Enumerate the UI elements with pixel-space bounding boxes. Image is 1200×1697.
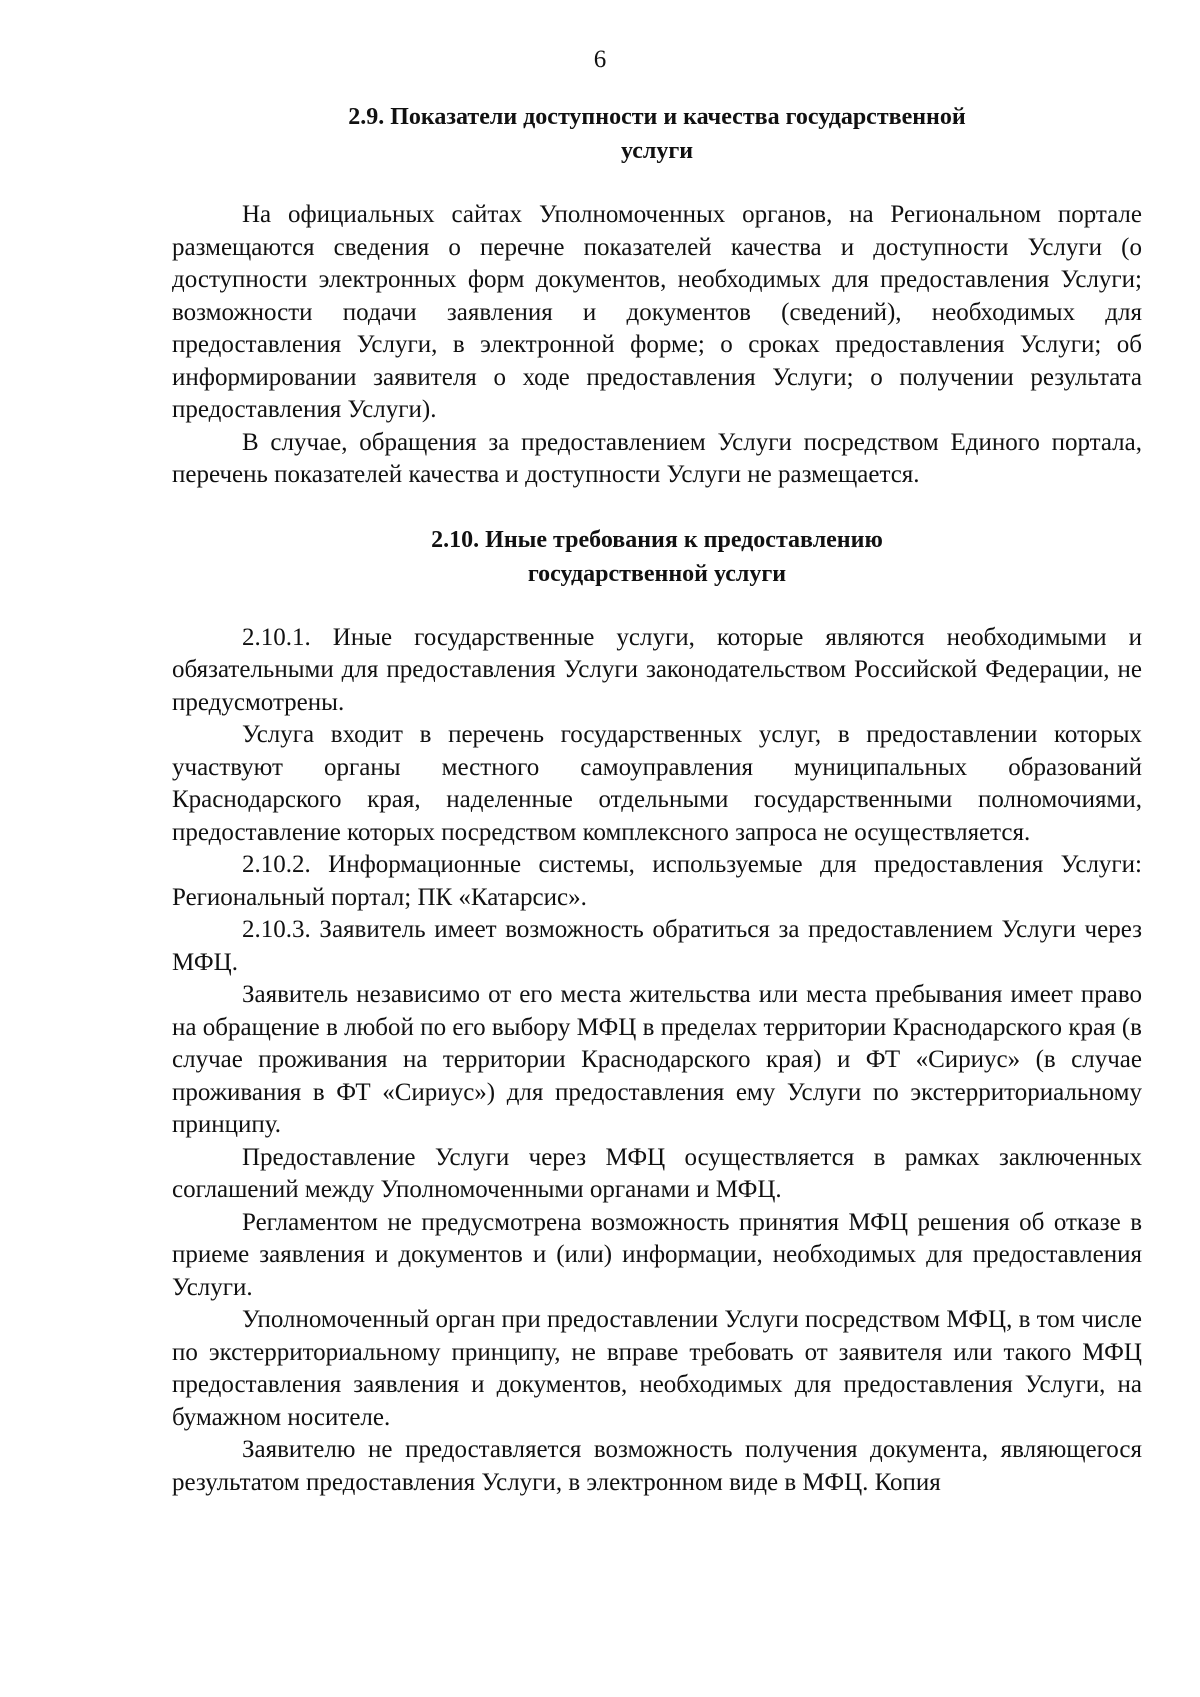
section-2-9-title-line-1: 2.9. Показатели доступности и качества государственной: [348, 104, 966, 130]
section-2-9-title: [172, 100, 1142, 168]
page-content: [172, 100, 1142, 1499]
section-2-10-title: [172, 523, 1142, 591]
section-2-9-title-line-2: услуги: [620, 138, 694, 164]
paragraph: Регламентом не предусмотрена возможность принятия МФЦ решения об отказе в приеме заявления и документов и (или) информации, необходимых для предоставления Услуги.: [172, 1208, 1142, 1301]
paragraph: На официальных сайтах Уполномоченных органов, на Региональном портале размещаются сведения о перечне показателей качества и доступности Услуги (о доступности электронных форм документов, необходимых для предоставления Услуги; возможности подачи заявления и документов (сведений), необходимых для предоставления Услуги, в электронной форме; о сроках предоставления Услуги; об информировании заявителя о ходе предоставления Услуги; о получении результата предоставления Услуги).: [172, 201, 1142, 423]
paragraph: Предоставление Услуги через МФЦ осуществляется в рамках заключенных соглашений между Уполномоченными органами и МФЦ.: [172, 1143, 1142, 1203]
paragraph: Заявитель независимо от его места жительства или места пребывания имеет право на обращение в любой по его выбору МФЦ в пределах территории Краснодарского края (в случае проживания на территории Краснодарского края) и ФТ «Сириус» (в случае проживания в ФТ «Сириус») для предоставления ему Услуги по экстерриториальному принципу.: [172, 981, 1142, 1138]
paragraph: Услуга входит в перечень государственных услуг, в предоставлении которых участвуют органы местного самоуправления муниципальных образований Краснодарского края, наделенные отдельными государственными полномочиями, предоставление которых посредством комплексного запроса не осуществляется.: [172, 721, 1142, 846]
section-2-10-title-line-2: государственной услуги: [527, 560, 787, 587]
section-2-10-title-line-1: 2.10. Иные требования к предоставлению: [431, 526, 883, 553]
paragraph: 2.10.1. Иные государственные услуги, которые являются необходимыми и обязательными для предоставления Услуги законодательством Российской Федерации, не предусмотрены.: [172, 623, 1142, 716]
page-number: 6: [593, 46, 607, 73]
paragraph: 2.10.3. Заявитель имеет возможность обратиться за предоставлением Услуги через МФЦ.: [172, 916, 1142, 976]
paragraph: В случае, обращения за предоставлением Услуги посредством Единого портала, перечень показателей качества и доступности Услуги не размещается.: [172, 428, 1142, 488]
paragraph: Уполномоченный орган при предоставлении Услуги посредством МФЦ, в том числе по экстерриториальному принципу, не вправе требовать от заявителя или такого МФЦ предоставления заявления и документов, необходимых для предоставления Услуги, на бумажном носителе.: [172, 1306, 1142, 1431]
paragraph: 2.10.2. Информационные системы, используемые для предоставления Услуги: Региональный портал; ПК «Катарсис».: [172, 851, 1142, 911]
section-2-10-body: [172, 622, 1142, 1500]
section-2-9-body: [172, 199, 1142, 492]
paragraph: Заявителю не предоставляется возможность получения документа, являющегося результатом предоставления Услуги, в электронном виде в МФЦ. Копия: [172, 1436, 1142, 1496]
